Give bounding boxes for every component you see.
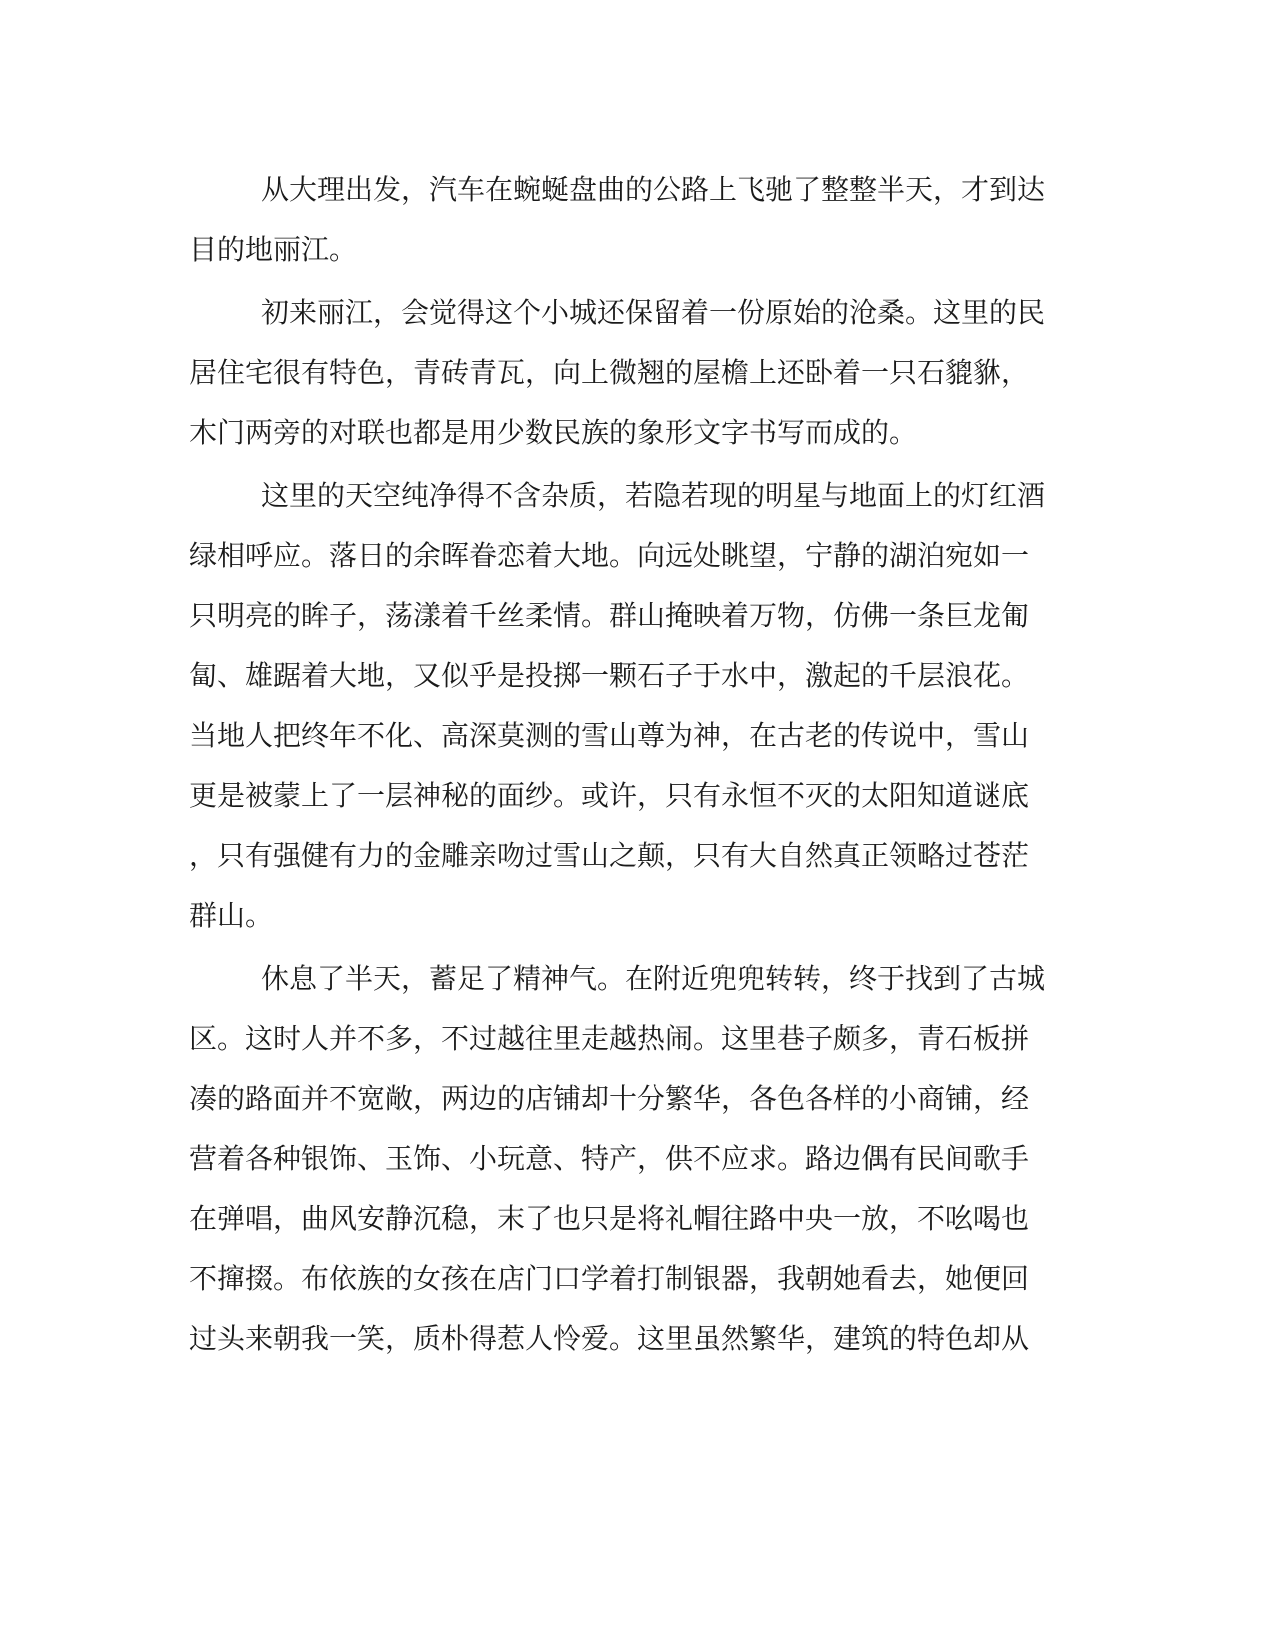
text-line: 初来丽江，会觉得这个小城还保留着一份原始的沧桑。这里的民 <box>261 296 1046 329</box>
paragraph-2 <box>189 283 1089 463</box>
text-line: 木门两旁的对联也都是用少数民族的象形文字书写而成的。 <box>189 416 918 449</box>
text-line: 过头来朝我一笑，质朴得惹人怜爱。这里虽然繁华，建筑的特色却从 <box>189 1322 1030 1355</box>
text-line: 凑的路面并不宽敞，两边的店铺却十分繁华，各色各样的小商铺，经 <box>189 1082 1030 1115</box>
text-line: 在弹唱，曲风安静沉稳，末了也只是将礼帽往路中央一放，不吆喝也 <box>189 1202 1030 1235</box>
body-text <box>189 160 1089 1369</box>
text-line: 不撺掇。布依族的女孩在店门口学着打制银器，我朝她看去，她便回 <box>189 1262 1030 1295</box>
text-line: 区。这时人并不多，不过越往里走越热闹。这里巷子颇多，青石板拼 <box>189 1022 1030 1055</box>
text-line: 这里的天空纯净得不含杂质，若隐若现的明星与地面上的灯红酒 <box>261 479 1046 512</box>
text-line: 绿相呼应。落日的余晖眷恋着大地。向远处眺望，宁静的湖泊宛如一 <box>189 539 1030 572</box>
text-line: 休息了半天，蓄足了精神气。在附近兜兜转转，终于找到了古城 <box>261 962 1046 995</box>
text-line: 匐、雄踞着大地，又似乎是投掷一颗石子于水中，激起的千层浪花。 <box>189 659 1030 692</box>
text-line: 目的地丽江。 <box>189 233 358 266</box>
text-line: 居住宅很有特色，青砖青瓦，向上微翘的屋檐上还卧着一只石貔貅， <box>189 356 1030 389</box>
text-line: ，只有强健有力的金雕亲吻过雪山之颠，只有大自然真正领略过苍茫 <box>189 839 1030 872</box>
paragraph-1 <box>189 160 1089 280</box>
text-line: 只明亮的眸子，荡漾着千丝柔情。群山掩映着万物，仿佛一条巨龙匍 <box>189 599 1030 632</box>
text-line: 营着各种银饰、玉饰、小玩意、特产，供不应求。路边偶有民间歌手 <box>189 1142 1030 1175</box>
text-line: 当地人把终年不化、高深莫测的雪山尊为神，在古老的传说中，雪山 <box>189 719 1030 752</box>
paragraph-4 <box>189 949 1089 1369</box>
text-line: 更是被蒙上了一层神秘的面纱。或许，只有永恒不灭的太阳知道谜底 <box>189 779 1030 812</box>
paragraph-3 <box>189 466 1089 946</box>
text-line: 从大理出发，汽车在蜿蜒盘曲的公路上飞驰了整整半天，才到达 <box>261 173 1046 206</box>
text-line: 群山。 <box>189 899 274 932</box>
